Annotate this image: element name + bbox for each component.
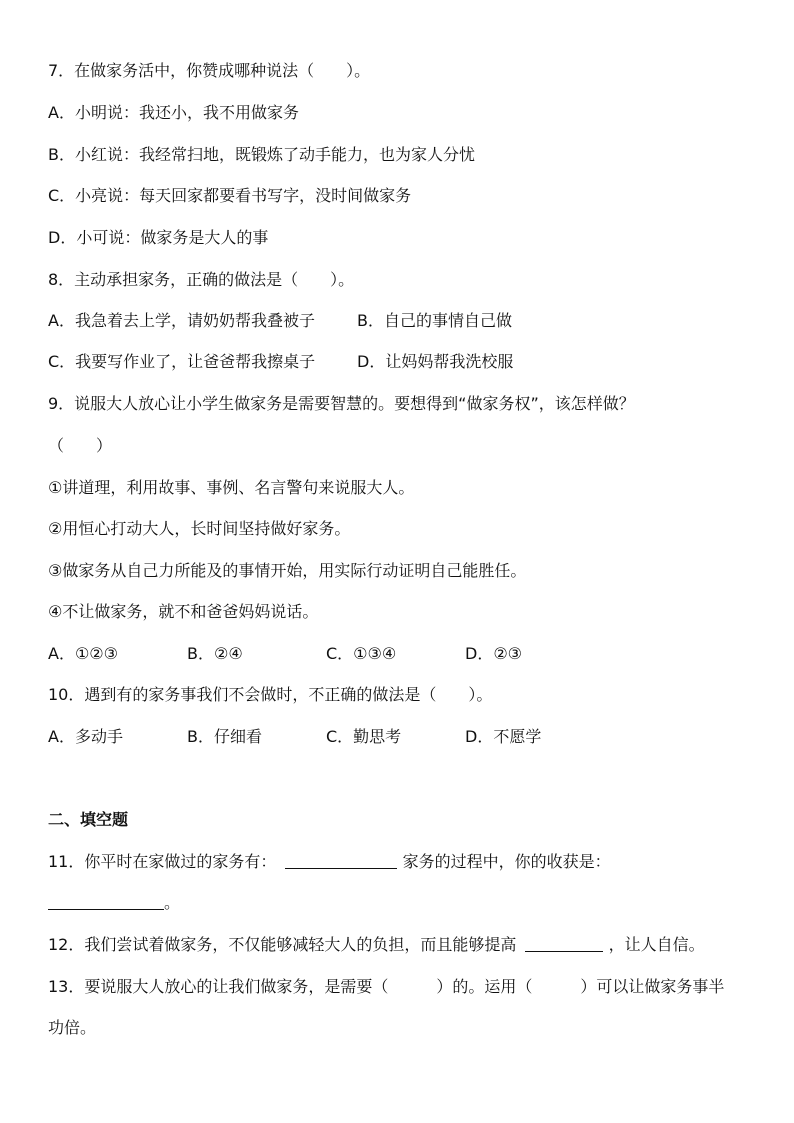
question-11-line-2 [48, 893, 180, 913]
question-9-option-a: A．①②③ [48, 644, 118, 663]
question-7-option-d: D．小可说：做家务是大人的事 [48, 228, 269, 247]
question-13-line-1: 13．要说服大人放心的让我们做家务，是需要（ ）的。运用（ ）可以让做家务事半 [48, 977, 725, 996]
question-11-text-3: 。 [164, 893, 181, 912]
question-10-option-c: C．勤思考 [326, 727, 402, 746]
question-9-statement-4: ④不让做家务，就不和爸爸妈妈说话。 [48, 602, 319, 621]
question-8-stem: 8．主动承担家务，正确的做法是（ ）。 [48, 270, 355, 289]
question-12-text-1: 12．我们尝试着做家务，不仅能够减轻大人的负担，而且能够提高 [48, 935, 517, 954]
question-9-option-b: B．②④ [187, 644, 243, 663]
question-7-stem: 7．在做家务活中，你赞成哪种说法（ ）。 [48, 61, 371, 80]
question-10-option-a: A．多动手 [48, 727, 123, 746]
question-12-blank[interactable] [525, 935, 603, 952]
question-7-option-a: A．小明说：我还小，我不用做家务 [48, 103, 299, 122]
question-8-option-c: C．我要写作业了，让爸爸帮我擦桌子 [48, 352, 316, 371]
question-9-option-c: C．①③④ [326, 644, 397, 663]
section-title: 二、填空题 [48, 810, 129, 829]
question-7-option-c: C．小亮说：每天回家都要看书写字，没时间做家务 [48, 186, 412, 205]
question-9-statement-1: ①讲道理，利用故事、事例、名言警句来说服大人。 [48, 478, 415, 497]
question-10-option-d: D．不愿学 [465, 727, 542, 746]
question-9-stem: 9．说服大人放心让小学生做家务是需要智慧的。要想得到“做家务权”，该怎样做？ [48, 394, 635, 413]
question-11-text-1: 11．你平时在家做过的家务有： [48, 852, 277, 871]
question-8-option-a: A．我急着去上学，请奶奶帮我叠被子 [48, 311, 315, 330]
question-12-line [48, 935, 705, 955]
question-11-line-1 [48, 852, 611, 872]
question-12-text-2: ，让人自信。 [608, 935, 705, 954]
question-13-line-2: 功倍。 [48, 1018, 97, 1037]
question-9-statement-2: ②用恒心打动大人，长时间坚持做好家务。 [48, 519, 351, 538]
question-9-answer-paren: （ ） [48, 436, 113, 455]
question-8-option-d: D．让妈妈帮我洗校服 [357, 352, 514, 371]
question-11-blank-2[interactable] [48, 893, 164, 910]
question-11-text-2: 家务的过程中，你的收获是： [402, 852, 611, 871]
question-10-option-b: B．仔细看 [187, 727, 262, 746]
question-7-option-b: B．小红说：我经常扫地，既锻炼了动手能力，也为家人分忧 [48, 145, 475, 164]
question-10-stem: 10．遇到有的家务事我们不会做时，不正确的做法是（ ）。 [48, 685, 493, 704]
question-11-blank-1[interactable] [285, 852, 397, 869]
question-9-option-d: D．②③ [465, 644, 523, 663]
question-9-statement-3: ③做家务从自己力所能及的事情开始，用实际行动证明自己能胜任。 [48, 561, 527, 580]
question-8-option-b: B．自己的事情自己做 [357, 311, 512, 330]
